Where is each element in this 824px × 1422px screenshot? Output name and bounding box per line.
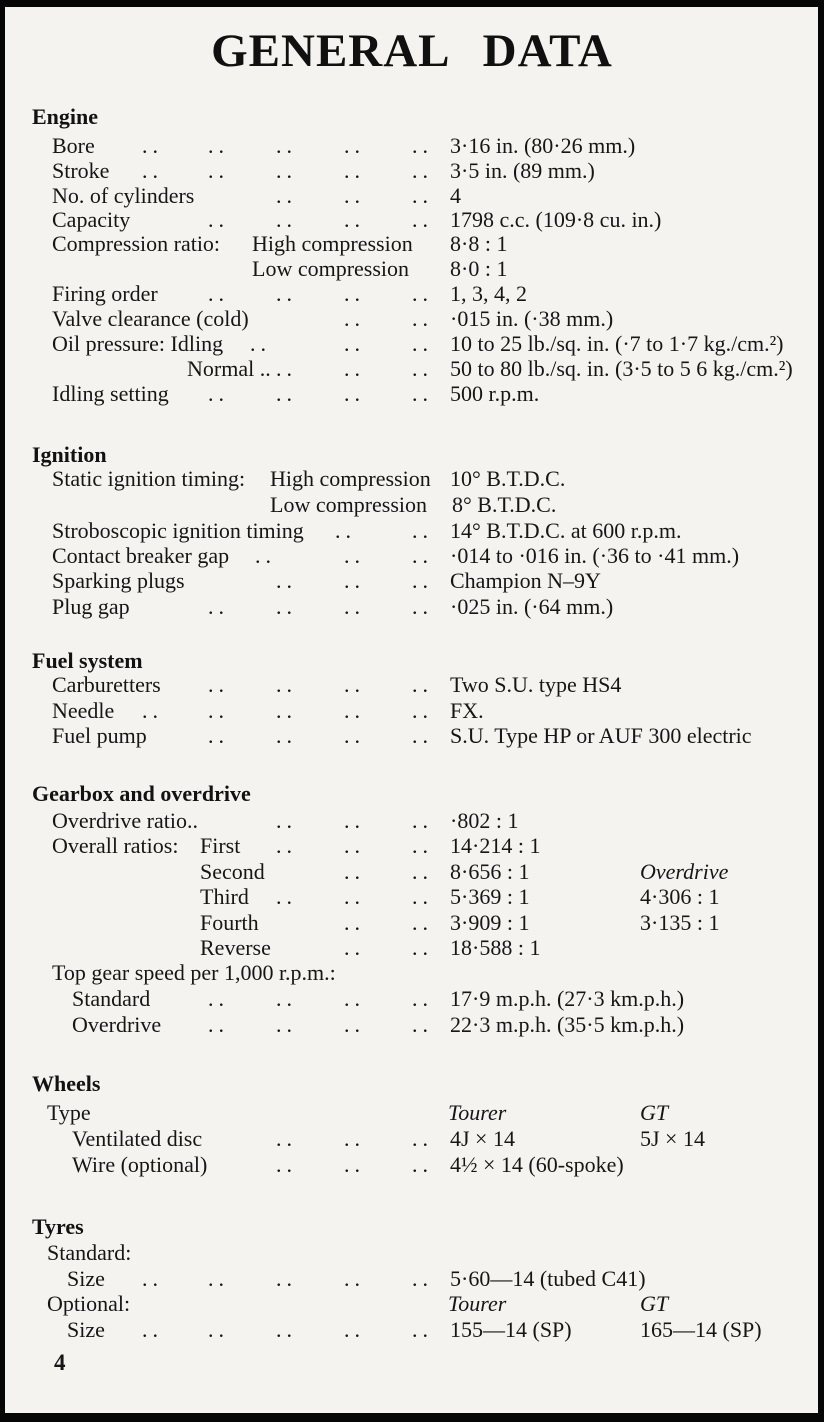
spec-value: ·025 in. (·64 mm.) <box>450 594 614 619</box>
spec-label: Top gear speed per 1,000 r.p.m.: <box>52 960 336 985</box>
spec-value: 1798 c.c. (109·8 cu. in.) <box>450 207 662 232</box>
spec-label: Contact breaker gap <box>52 543 230 568</box>
dot-leader: .. <box>344 158 365 183</box>
spec-row <box>0 183 824 209</box>
dot-leader: .. <box>412 859 433 884</box>
section-heading-gearbox: Gearbox and overdrive <box>32 781 251 806</box>
spec-row <box>0 986 824 1012</box>
dot-leader: .. <box>276 158 297 183</box>
dot-leader: .. <box>208 207 229 232</box>
scan-border-bottom <box>0 1413 824 1422</box>
dot-leader: .. <box>208 281 229 306</box>
spec-value: GT <box>640 1100 669 1125</box>
dot-leader: .. <box>344 986 365 1011</box>
dot-leader: .. <box>412 698 433 723</box>
dot-leader: .. <box>344 281 365 306</box>
spec-row <box>0 1266 824 1292</box>
spec-label: Fourth <box>200 910 259 935</box>
spec-label: Wire (optional) <box>72 1152 208 1177</box>
dot-leader: .. <box>344 833 365 858</box>
dot-leader: .. <box>208 672 229 697</box>
spec-value: ·014 to ·016 in. (·36 to ·41 mm.) <box>450 543 740 568</box>
dot-leader: .. <box>344 543 365 568</box>
spec-value: 3·909 : 1 <box>450 910 530 935</box>
dot-leader: .. <box>412 331 433 356</box>
dot-leader: .. <box>412 808 433 833</box>
spec-value: 50 to 80 lb./sq. in. (3·5 to 5 6 kg./cm.²) <box>450 356 793 381</box>
spec-row <box>0 833 824 859</box>
dot-leader: .. <box>208 594 229 619</box>
dot-leader: .. <box>344 133 365 158</box>
dot-leader: .. <box>255 543 276 568</box>
spec-value: Tourer <box>448 1291 507 1316</box>
dot-leader: .. <box>142 158 163 183</box>
spec-label: Third <box>200 884 249 909</box>
spec-value: 3·135 : 1 <box>640 910 720 935</box>
spec-label: Size <box>67 1266 105 1291</box>
section-heading-tyres: Tyres <box>32 1214 84 1239</box>
spec-value: 22·3 m.p.h. (35·5 km.p.h.) <box>450 1012 685 1037</box>
dot-leader: .. <box>412 986 433 1011</box>
spec-value: FX. <box>450 698 484 723</box>
dot-leader: .. <box>276 1317 297 1342</box>
page-number: 4 <box>54 1350 66 1375</box>
spec-row <box>0 960 824 986</box>
spec-row <box>0 331 824 357</box>
spec-value: 8° B.T.D.C. <box>452 492 557 517</box>
dot-leader: .. <box>344 306 365 331</box>
spec-row <box>0 568 824 594</box>
dot-leader: .. <box>412 183 433 208</box>
dot-leader: .. <box>344 1317 365 1342</box>
spec-row <box>0 466 824 492</box>
spec-value: Two S.U. type HS4 <box>450 672 622 697</box>
spec-row <box>0 356 824 382</box>
dot-leader: .. <box>344 723 365 748</box>
spec-label: Needle <box>52 698 115 723</box>
spec-row <box>0 1012 824 1038</box>
spec-value: ·015 in. (·38 mm.) <box>450 306 614 331</box>
spec-value: 10 to 25 lb./sq. in. (·7 to 1·7 kg./cm.²) <box>450 331 784 356</box>
spec-label: Low compression <box>252 256 410 281</box>
spec-label: Firing order <box>52 281 158 306</box>
spec-value: 8·0 : 1 <box>450 256 508 281</box>
spec-value: 4 <box>450 183 461 208</box>
dot-leader: .. <box>412 1317 433 1342</box>
dot-leader: .. <box>344 808 365 833</box>
spec-row <box>0 698 824 724</box>
spec-label: Plug gap <box>52 594 130 619</box>
spec-value: 5J × 14 <box>640 1126 705 1151</box>
spec-value: ·802 : 1 <box>450 808 519 833</box>
spec-value: 14·214 : 1 <box>450 833 541 858</box>
spec-value: 4J × 14 <box>450 1126 515 1151</box>
spec-value: 1, 3, 4, 2 <box>450 281 527 306</box>
spec-label: Oil pressure: Idling <box>52 331 224 356</box>
spec-label: Carburetters <box>52 672 161 697</box>
spec-label: Normal .. <box>187 356 271 381</box>
dot-leader: .. <box>412 518 433 543</box>
dot-leader: .. <box>412 356 433 381</box>
dot-leader: .. <box>344 568 365 593</box>
spec-row <box>0 1240 824 1266</box>
spec-row <box>0 158 824 184</box>
dot-leader: .. <box>344 910 365 935</box>
spec-label: Standard: <box>47 1240 132 1265</box>
spec-row <box>0 256 824 282</box>
spec-value: 14° B.T.D.C. at 600 r.p.m. <box>450 518 682 543</box>
spec-label: Optional: <box>47 1291 131 1316</box>
spec-label: High compression <box>252 231 413 256</box>
spec-label: Size <box>67 1317 105 1342</box>
spec-row <box>0 594 824 620</box>
spec-label: Second <box>200 859 265 884</box>
dot-leader: .. <box>208 158 229 183</box>
spec-row <box>0 306 824 332</box>
dot-leader: .. <box>412 935 433 960</box>
spec-row <box>0 133 824 159</box>
spec-value: 10° B.T.D.C. <box>450 466 566 491</box>
dot-leader: .. <box>344 183 365 208</box>
spec-label: Fuel pump <box>52 723 147 748</box>
dot-leader: .. <box>276 568 297 593</box>
dot-leader: .. <box>412 672 433 697</box>
dot-leader: .. <box>412 207 433 232</box>
page-title: GENERAL DATA <box>211 25 613 77</box>
spec-row <box>0 1152 824 1178</box>
dot-leader: .. <box>412 543 433 568</box>
spec-value: 3·5 in. (89 mm.) <box>450 158 595 183</box>
spec-row <box>0 859 824 885</box>
spec-value: 4½ × 14 (60-spoke) <box>450 1152 624 1177</box>
dot-leader: .. <box>412 568 433 593</box>
dot-leader: .. <box>344 1012 365 1037</box>
dot-leader: .. <box>276 281 297 306</box>
spec-value: 8·656 : 1 <box>450 859 530 884</box>
dot-leader: .. <box>276 133 297 158</box>
dot-leader: .. <box>412 1152 433 1177</box>
spec-value: Champion N–9Y <box>450 568 601 593</box>
spec-value: 3·16 in. (80·26 mm.) <box>450 133 636 158</box>
dot-leader: .. <box>344 935 365 960</box>
dot-leader: .. <box>412 884 433 909</box>
dot-leader: .. <box>344 884 365 909</box>
dot-leader: .. <box>142 1317 163 1342</box>
dot-leader: .. <box>335 518 356 543</box>
dot-leader: .. <box>412 133 433 158</box>
spec-row <box>0 910 824 936</box>
spec-value: 18·588 : 1 <box>450 935 541 960</box>
spec-label: Bore <box>52 133 95 158</box>
dot-leader: .. <box>344 594 365 619</box>
spec-row <box>0 231 824 257</box>
dot-leader: .. <box>276 672 297 697</box>
dot-leader: .. <box>412 1266 433 1291</box>
spec-value: 8·8 : 1 <box>450 231 508 256</box>
spec-value: 500 r.p.m. <box>450 381 540 406</box>
dot-leader: .. <box>412 1126 433 1151</box>
spec-label: Compression ratio: <box>52 231 221 256</box>
dot-leader: .. <box>412 381 433 406</box>
dot-leader: .. <box>276 698 297 723</box>
dot-leader: .. <box>208 698 229 723</box>
spec-label: Type <box>47 1100 91 1125</box>
spec-row <box>0 281 824 307</box>
spec-label: Low compression <box>270 492 428 517</box>
dot-leader: .. <box>276 183 297 208</box>
dot-leader: .. <box>250 331 271 356</box>
spec-row <box>0 808 824 834</box>
dot-leader: .. <box>276 594 297 619</box>
dot-leader: .. <box>276 833 297 858</box>
spec-row <box>0 723 824 749</box>
spec-label: Valve clearance (cold) <box>52 306 249 331</box>
dot-leader: .. <box>142 1266 163 1291</box>
dot-leader: .. <box>208 1266 229 1291</box>
spec-row <box>0 1126 824 1152</box>
dot-leader: .. <box>412 1012 433 1037</box>
spec-row <box>0 884 824 910</box>
spec-label: First <box>200 833 241 858</box>
dot-leader: .. <box>344 356 365 381</box>
dot-leader: .. <box>276 1266 297 1291</box>
spec-value: Overdrive <box>640 859 729 884</box>
dot-leader: .. <box>208 133 229 158</box>
spec-label: Stroke <box>52 158 110 183</box>
dot-leader: .. <box>276 381 297 406</box>
spec-label: Ventilated disc <box>72 1126 203 1151</box>
spec-row <box>0 492 824 518</box>
dot-leader: .. <box>344 381 365 406</box>
dot-leader: .. <box>208 986 229 1011</box>
dot-leader: .. <box>344 859 365 884</box>
section-heading-engine: Engine <box>32 104 99 129</box>
dot-leader: .. <box>344 1266 365 1291</box>
spec-row <box>0 207 824 233</box>
dot-leader: .. <box>276 808 297 833</box>
dot-leader: .. <box>412 594 433 619</box>
dot-leader: .. <box>276 1126 297 1151</box>
spec-value: 165—14 (SP) <box>640 1317 762 1342</box>
spec-row <box>0 518 824 544</box>
spec-row <box>0 935 824 961</box>
dot-leader: .. <box>276 1012 297 1037</box>
spec-value: 17·9 m.p.h. (27·3 km.p.h.) <box>450 986 685 1011</box>
dot-leader: .. <box>276 723 297 748</box>
dot-leader: .. <box>276 356 297 381</box>
spec-row <box>0 381 824 407</box>
dot-leader: .. <box>344 672 365 697</box>
dot-leader: .. <box>412 281 433 306</box>
dot-leader: .. <box>208 1012 229 1037</box>
spec-label: Sparking plugs <box>52 568 185 593</box>
spec-row <box>0 543 824 569</box>
spec-label: Standard <box>72 986 151 1011</box>
dot-leader: .. <box>276 884 297 909</box>
spec-label: Stroboscopic ignition timing <box>52 518 304 543</box>
spec-label: Overdrive ratio.. <box>52 808 198 833</box>
spec-value: 5·369 : 1 <box>450 884 530 909</box>
dot-leader: .. <box>344 698 365 723</box>
spec-label: Overall ratios: <box>52 833 179 858</box>
scan-border-top <box>0 0 824 7</box>
dot-leader: .. <box>344 1126 365 1151</box>
dot-leader: .. <box>276 1152 297 1177</box>
spec-value: Tourer <box>448 1100 507 1125</box>
dot-leader: .. <box>208 723 229 748</box>
dot-leader: .. <box>412 158 433 183</box>
dot-leader: .. <box>344 331 365 356</box>
section-heading-ignition: Ignition <box>32 442 107 467</box>
section-heading-fuel-system: Fuel system <box>32 648 143 673</box>
dot-leader: .. <box>142 133 163 158</box>
spec-label: Idling setting <box>52 381 169 406</box>
spec-value: 155—14 (SP) <box>450 1317 572 1342</box>
section-heading-wheels: Wheels <box>32 1071 101 1096</box>
dot-leader: .. <box>412 723 433 748</box>
dot-leader: .. <box>344 207 365 232</box>
spec-label: High compression <box>270 466 431 491</box>
spec-label: Overdrive <box>72 1012 162 1037</box>
spec-value: 4·306 : 1 <box>640 884 720 909</box>
dot-leader: .. <box>276 207 297 232</box>
dot-leader: .. <box>142 698 163 723</box>
spec-label: Capacity <box>52 207 131 232</box>
spec-label: Static ignition timing: <box>52 466 246 491</box>
spec-label: Reverse <box>200 935 271 960</box>
dot-leader: .. <box>208 1317 229 1342</box>
dot-leader: .. <box>208 381 229 406</box>
spec-label: No. of cylinders <box>52 183 195 208</box>
spec-value: S.U. Type HP or AUF 300 electric <box>450 723 752 748</box>
dot-leader: .. <box>412 910 433 935</box>
spec-value: 5·60—14 (tubed C41) <box>450 1266 646 1291</box>
spec-row <box>0 1291 824 1317</box>
dot-leader: .. <box>412 833 433 858</box>
dot-leader: .. <box>344 1152 365 1177</box>
spec-row <box>0 1317 824 1343</box>
dot-leader: .. <box>276 986 297 1011</box>
spec-row <box>0 672 824 698</box>
spec-row <box>0 1100 824 1126</box>
dot-leader: .. <box>412 306 433 331</box>
spec-value: GT <box>640 1291 669 1316</box>
